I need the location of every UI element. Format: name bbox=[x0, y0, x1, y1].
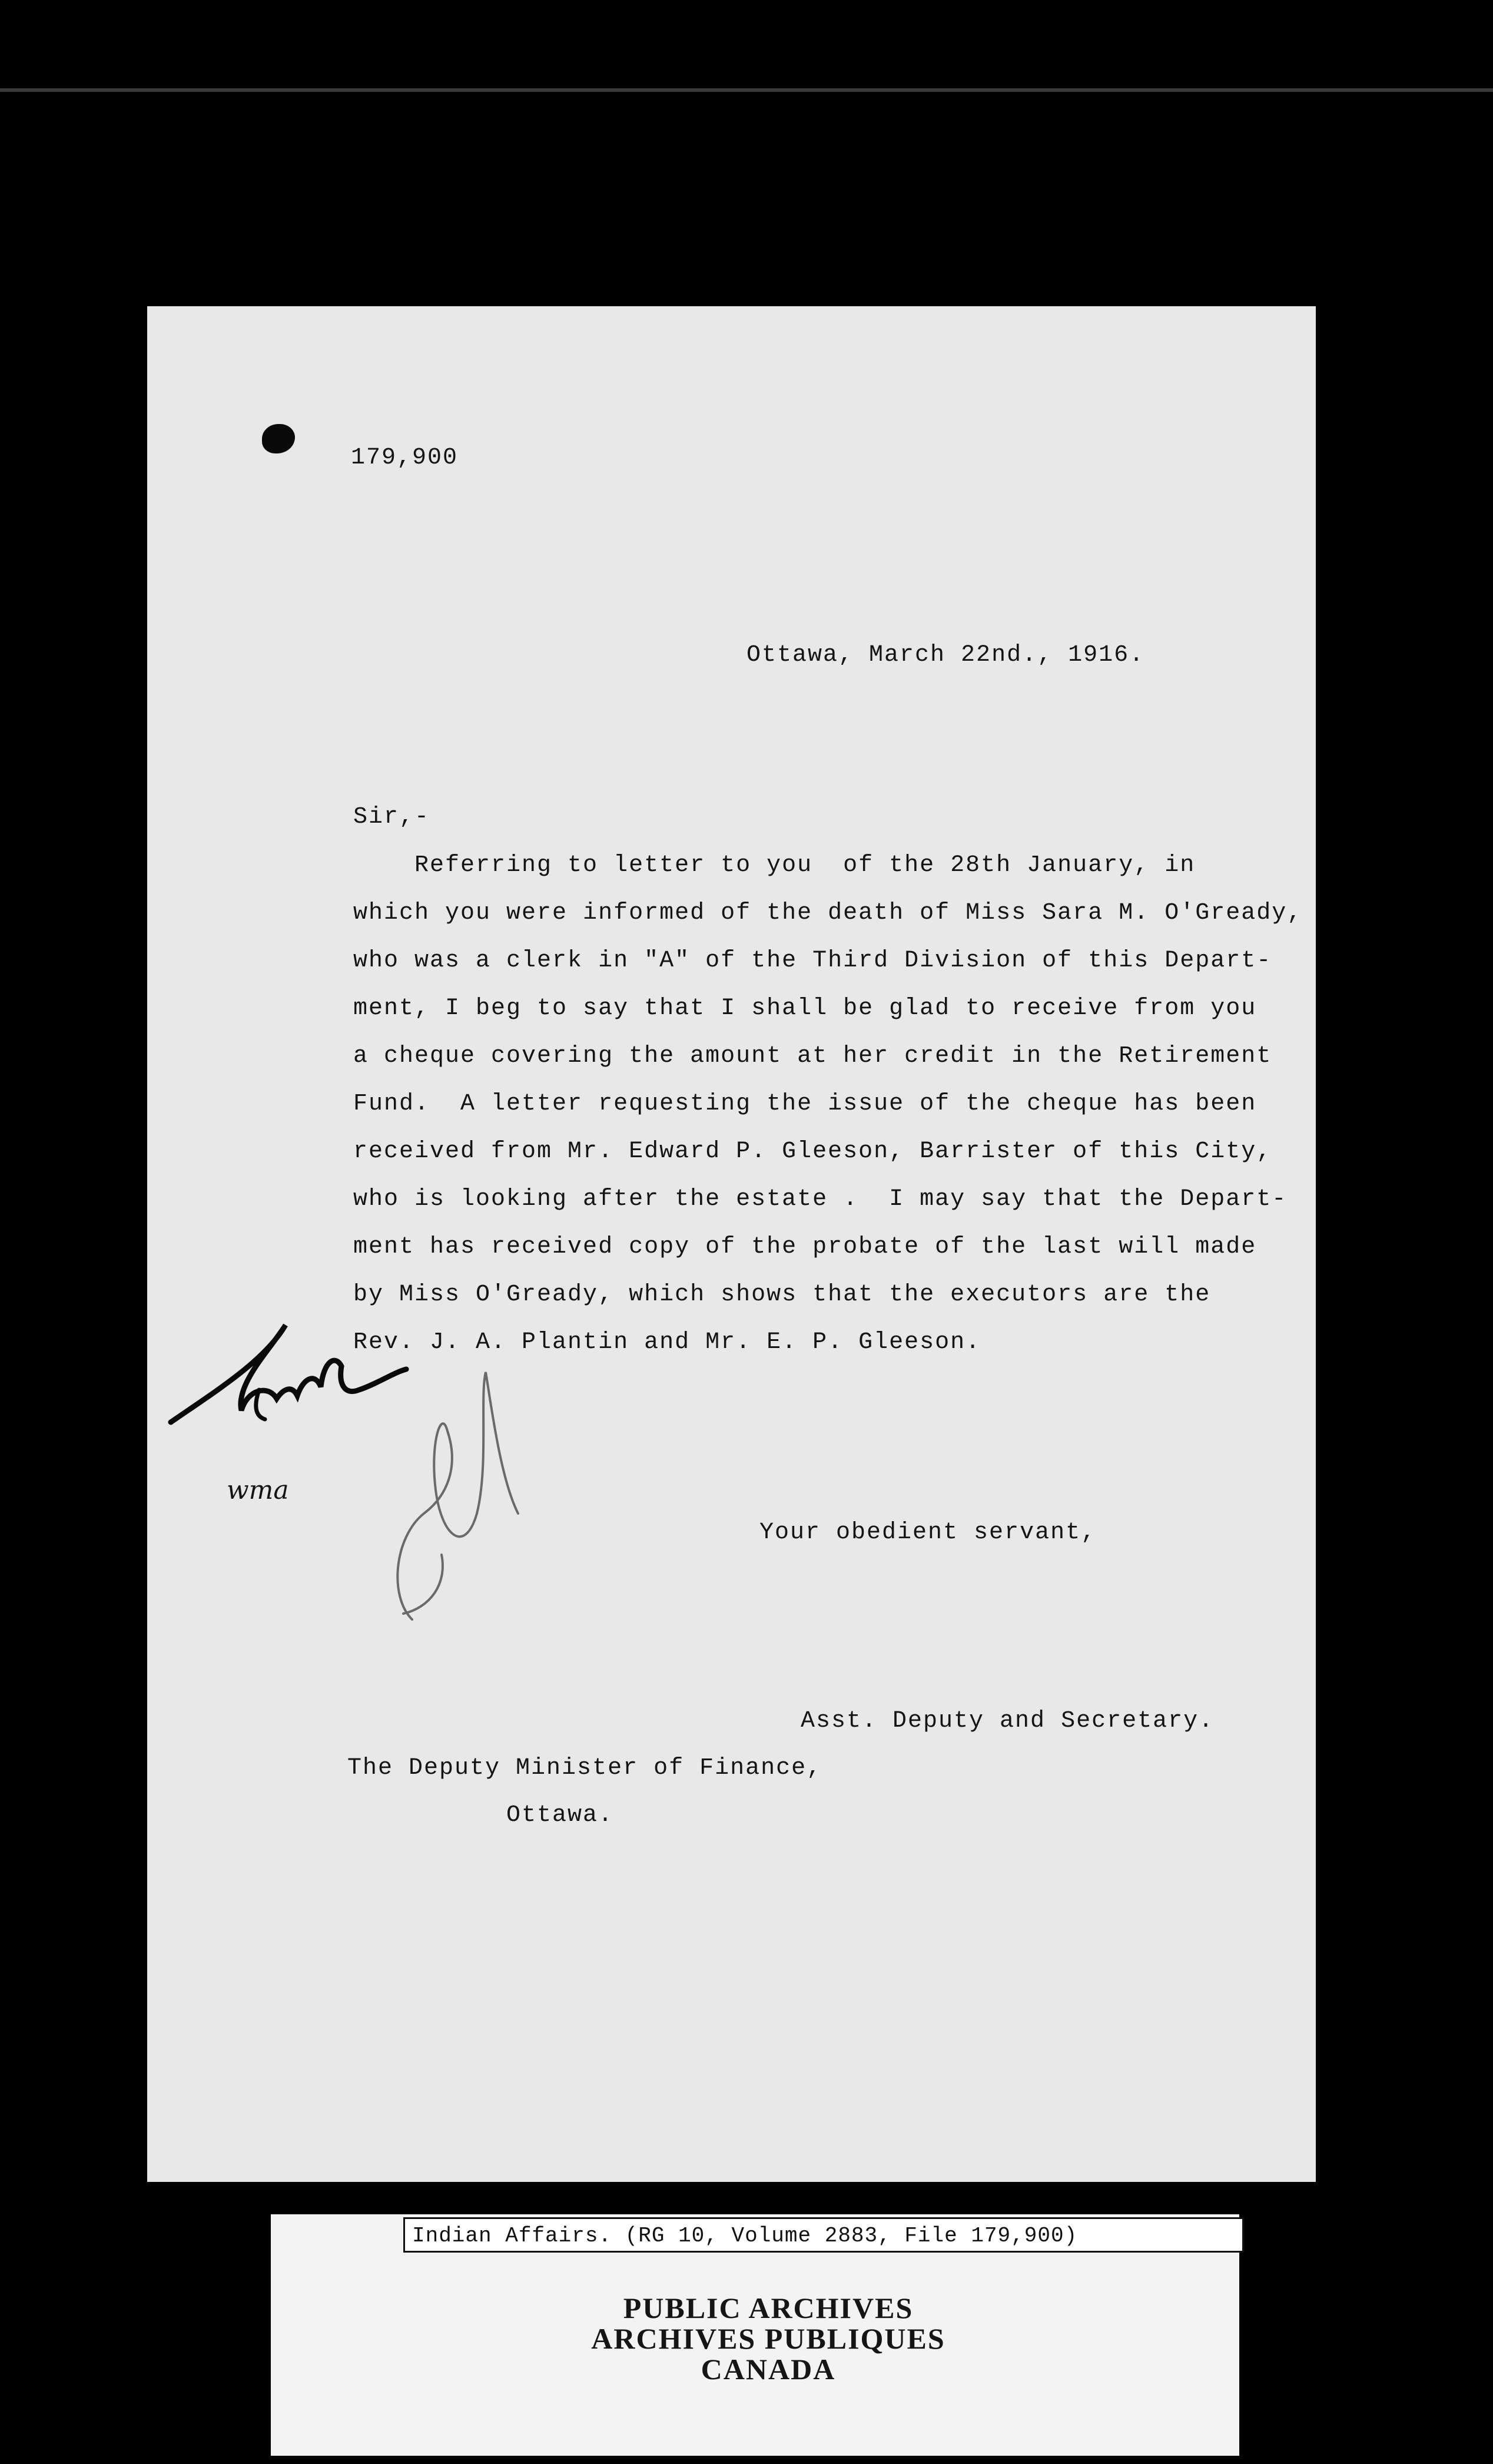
dateline: Ottawa, March 22nd., 1916. bbox=[746, 642, 1145, 668]
ink-blot bbox=[262, 424, 295, 453]
salutation: Sir,- bbox=[353, 804, 430, 830]
archive-country: CANADA bbox=[701, 2353, 836, 2386]
closing: Your obedient servant, bbox=[759, 1519, 1097, 1546]
body-line: who was a clerk in "A" of the Third Division of this Depart- bbox=[353, 948, 1272, 974]
file-number: 179,900 bbox=[351, 445, 459, 471]
film-edge bbox=[0, 88, 1493, 92]
body-line: received from Mr. Edward P. Gleeson, Barrister of this City, bbox=[353, 1138, 1272, 1165]
archive-name-fr: ARCHIVES PUBLIQUES bbox=[591, 2322, 945, 2355]
body-line: Fund. A letter requesting the issue of the cheque has been bbox=[353, 1091, 1257, 1117]
body-line: by Miss O'Gready, which shows that the executors are the bbox=[353, 1281, 1211, 1308]
body-line: who is looking after the estate . I may say that the Depart- bbox=[353, 1186, 1288, 1213]
archive-name-en: PUBLIC ARCHIVES bbox=[623, 2291, 914, 2324]
faint-signature bbox=[377, 1360, 530, 1631]
archive-reference-box bbox=[403, 2217, 1244, 2253]
body-line: ment has received copy of the probate of the last will made bbox=[353, 1234, 1257, 1260]
mount-tab-right bbox=[1241, 2214, 1265, 2282]
body-line: Rev. J. A. Plantin and Mr. E. P. Gleeson. bbox=[353, 1329, 981, 1356]
body-line: a cheque covering the amount at her credit in the Retirement bbox=[353, 1043, 1272, 1069]
body-line: ment, I beg to say that I shall be glad to receive from you bbox=[353, 995, 1257, 1022]
archive-reference: Indian Affairs. (RG 10, Volume 2883, File 179,900) bbox=[412, 2224, 1078, 2248]
recipient-line1: The Deputy Minister of Finance, bbox=[347, 1755, 822, 1781]
body-line: Referring to letter to you of the 28th January, in bbox=[353, 852, 1196, 879]
body-line: which you were informed of the death of Miss Sara M. O'Gready, bbox=[353, 900, 1303, 926]
handwritten-note: wma bbox=[227, 1475, 289, 1505]
recipient-line2: Ottawa. bbox=[506, 1802, 614, 1829]
signature-title: Asst. Deputy and Secretary. bbox=[801, 1708, 1215, 1734]
